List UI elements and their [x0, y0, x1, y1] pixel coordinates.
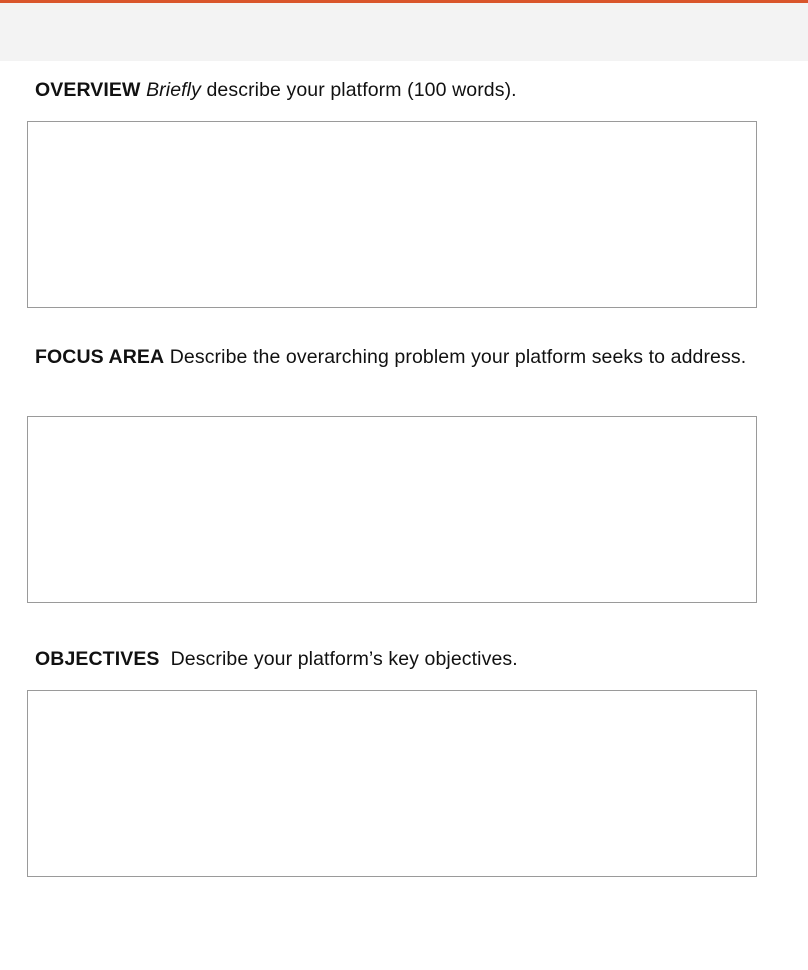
overview-instructions: describe your platform (100 words).: [200, 79, 517, 101]
focus-area-answer-box[interactable]: [27, 416, 757, 603]
header-band: [0, 3, 808, 61]
focus-area-instructions: Describe the overarching problem your platform seeks to address.: [164, 346, 747, 368]
overview-emphasis: Briefly: [146, 79, 201, 101]
overview-answer-box[interactable]: [27, 121, 757, 308]
objectives-instructions: Describe your platform’s key objectives.: [159, 648, 518, 670]
objectives-heading: OBJECTIVES: [35, 648, 160, 670]
objectives-prompt: [35, 644, 765, 674]
objectives-answer-box[interactable]: [27, 690, 757, 877]
overview-prompt: [35, 75, 765, 105]
overview-heading: OVERVIEW: [35, 79, 141, 101]
focus-area-heading: FOCUS AREA: [35, 346, 165, 368]
focus-area-prompt: [35, 342, 765, 372]
